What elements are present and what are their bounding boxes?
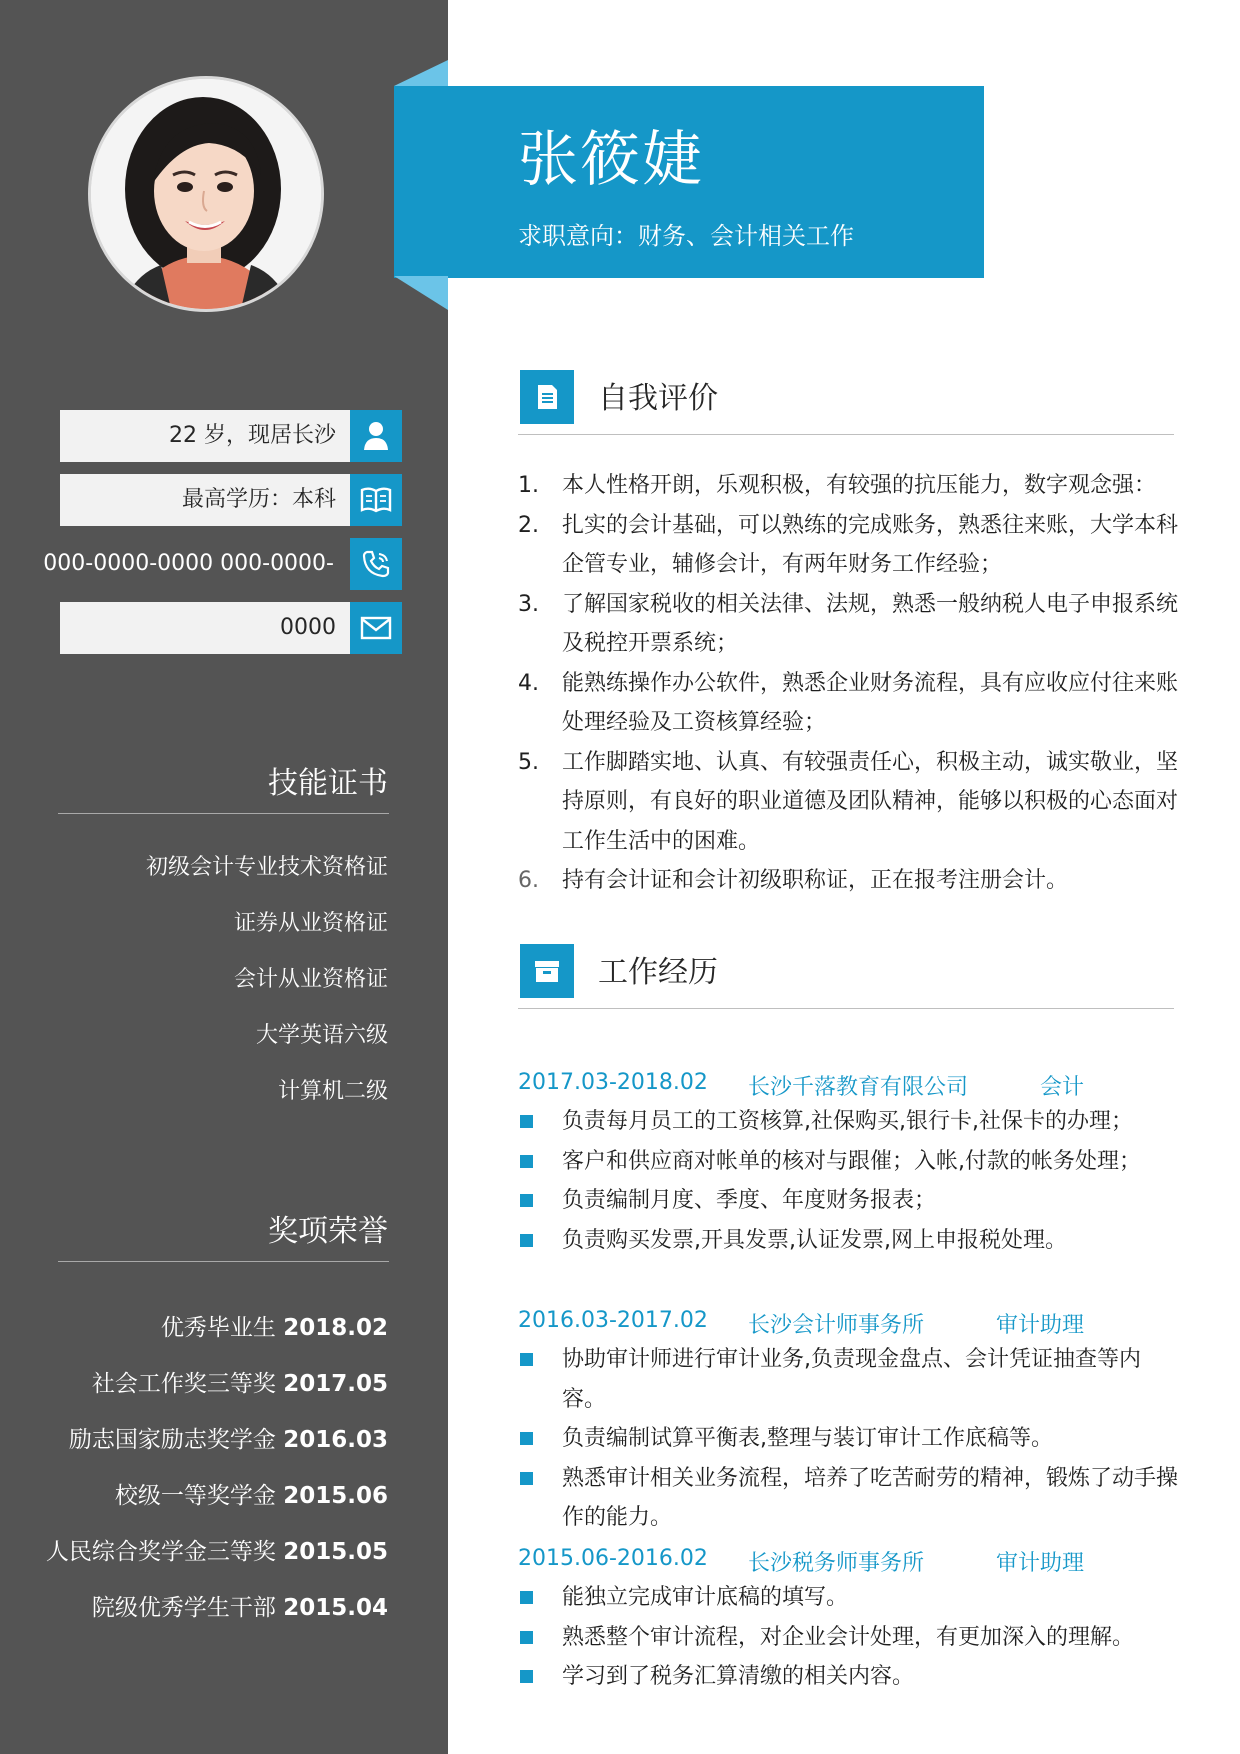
eval-number: 1. bbox=[518, 473, 539, 498]
duty-item: 熟悉审计相关业务流程，培养了吃苦耐劳的精神，锻炼了动手操作的能力。 bbox=[518, 1459, 1178, 1538]
award-item bbox=[46, 1524, 388, 1580]
award-item bbox=[46, 1300, 388, 1356]
email-row bbox=[60, 602, 402, 654]
duty-item: 熟悉整个审计流程，对企业会计处理，有更加深入的理解。 bbox=[518, 1618, 1178, 1658]
eval-text: 能熟练操作办公软件，熟悉企业财务流程，具有应收应付往来账处理经验及工资核算经验； bbox=[562, 670, 1179, 735]
book-icon bbox=[350, 474, 402, 526]
job-company: 长沙税务师事务所 bbox=[748, 1551, 925, 1576]
job-role: 会计 bbox=[1040, 1075, 1085, 1100]
job-duties bbox=[518, 1578, 1178, 1697]
eval-number: 2. bbox=[518, 512, 539, 538]
document-icon bbox=[520, 370, 574, 424]
skills-divider bbox=[58, 813, 389, 814]
skill-item: 大学英语六级 bbox=[255, 1023, 388, 1048]
award-label: 社会工作奖三等奖 bbox=[91, 1371, 276, 1397]
work-title: 工作经历 bbox=[598, 955, 718, 990]
award-label: 校级一等奖学金 bbox=[114, 1483, 276, 1509]
job-intent: 求职意向：财务、会计相关工作 bbox=[518, 222, 854, 250]
skills-heading: 技能证书 bbox=[268, 766, 388, 801]
duty-item: 学习到了税务汇算清缴的相关内容。 bbox=[518, 1657, 1178, 1697]
name-banner bbox=[394, 86, 984, 278]
awards-divider bbox=[58, 1261, 389, 1262]
eval-number: 4. bbox=[518, 670, 539, 696]
eval-item bbox=[518, 585, 1178, 664]
skills-list bbox=[146, 840, 388, 1120]
phone-text: 000-0000-0000 000-0000- bbox=[43, 551, 334, 576]
award-year: 2016.03 bbox=[283, 1427, 388, 1453]
award-year: 2015.04 bbox=[283, 1595, 388, 1621]
age-location-text: 22 岁，现居长沙 bbox=[169, 423, 336, 448]
awards-list bbox=[46, 1300, 388, 1636]
skill-item: 计算机二级 bbox=[277, 1079, 388, 1104]
job-period: 2016.03-2017.02 bbox=[518, 1308, 708, 1333]
skill-item: 会计从业资格证 bbox=[233, 967, 388, 992]
award-year: 2015.05 bbox=[283, 1539, 388, 1565]
self-eval-divider bbox=[518, 434, 1174, 435]
job-company: 长沙会计师事务所 bbox=[748, 1313, 925, 1338]
education-row bbox=[60, 474, 402, 526]
job-duties bbox=[518, 1340, 1178, 1538]
age-location-row bbox=[60, 410, 402, 462]
duty-item: 负责编制试算平衡表,整理与装订审计工作底稿等。 bbox=[518, 1419, 1178, 1459]
eval-text: 工作脚踏实地、认真、有较强责任心，积极主动，诚实敬业，坚持原则，有良好的职业道德及团队精神，能够以积极的心态面对工作生活中的困难。 bbox=[562, 749, 1179, 854]
duty-item: 负责编制月度、季度、年度财务报表； bbox=[518, 1181, 1178, 1221]
award-year: 2017.05 bbox=[283, 1371, 388, 1397]
banner-ribbon-bottom bbox=[394, 276, 448, 310]
award-item bbox=[46, 1412, 388, 1468]
job-period: 2017.03-2018.02 bbox=[518, 1070, 708, 1095]
award-label: 人民综合奖学金三等奖 bbox=[45, 1539, 276, 1565]
candidate-name: 张筱婕 bbox=[518, 125, 704, 195]
eval-item bbox=[518, 466, 1178, 506]
phone-row bbox=[43, 538, 402, 590]
award-label: 励志国家励志奖学金 bbox=[68, 1427, 276, 1453]
award-year: 2018.02 bbox=[283, 1315, 388, 1341]
duty-item: 协助审计师进行审计业务,负责现金盘点、会计凭证抽查等内容。 bbox=[518, 1340, 1178, 1419]
education-text: 最高学历：本科 bbox=[181, 487, 336, 512]
eval-item bbox=[518, 861, 1178, 901]
job-company: 长沙千落教育有限公司 bbox=[748, 1075, 969, 1100]
mail-icon bbox=[350, 602, 402, 654]
job-period: 2015.06-2016.02 bbox=[518, 1546, 708, 1571]
eval-number: 3. bbox=[518, 591, 539, 617]
job-duties bbox=[518, 1102, 1178, 1260]
award-item bbox=[46, 1468, 388, 1524]
award-label: 优秀毕业生 bbox=[160, 1315, 276, 1341]
eval-text: 持有会计证和会计初级职称证，正在报考注册会计。 bbox=[562, 868, 1069, 893]
awards-heading: 奖项荣誉 bbox=[268, 1214, 388, 1249]
work-divider bbox=[518, 1008, 1174, 1009]
eval-number: 6. bbox=[518, 868, 539, 893]
self-eval-list bbox=[518, 466, 1178, 901]
eval-item bbox=[518, 664, 1178, 743]
skill-item: 初级会计专业技术资格证 bbox=[145, 855, 388, 880]
job-role: 审计助理 bbox=[996, 1313, 1085, 1338]
duty-item: 负责购买发票,开具发票,认证发票,网上申报税处理。 bbox=[518, 1221, 1178, 1261]
duty-item: 能独立完成审计底稿的填写。 bbox=[518, 1578, 1178, 1618]
job-role: 审计助理 bbox=[996, 1551, 1085, 1576]
banner-ribbon-top bbox=[394, 60, 448, 86]
eval-text: 了解国家税收的相关法律、法规，熟悉一般纳税人电子申报系统及税控开票系统； bbox=[562, 591, 1179, 656]
briefcase-icon bbox=[520, 944, 574, 998]
award-year: 2015.06 bbox=[283, 1483, 388, 1509]
phone-icon bbox=[350, 538, 402, 590]
eval-item bbox=[518, 743, 1178, 862]
skill-item: 证券从业资格证 bbox=[233, 911, 388, 936]
duty-item: 客户和供应商对帐单的核对与跟催；入帐,付款的帐务处理； bbox=[518, 1142, 1178, 1182]
eval-text: 本人性格开朗，乐观积极，有较强的抗压能力，数字观念强： bbox=[562, 473, 1157, 498]
award-item bbox=[46, 1580, 388, 1636]
award-item bbox=[46, 1356, 388, 1412]
award-label: 院级优秀学生干部 bbox=[91, 1595, 276, 1621]
eval-text: 扎实的会计基础，可以熟练的完成账务，熟悉往来账，大学本科企管专业，辅修会计，有两年财务工作经验； bbox=[562, 512, 1179, 577]
avatar bbox=[88, 76, 324, 312]
user-icon bbox=[350, 410, 402, 462]
avatar-portrait bbox=[91, 79, 321, 309]
duty-item: 负责每月员工的工资核算,社保购买,银行卡,社保卡的办理； bbox=[518, 1102, 1178, 1142]
self-eval-title: 自我评价 bbox=[598, 381, 718, 416]
sidebar bbox=[0, 0, 448, 1754]
eval-item bbox=[518, 506, 1178, 585]
eval-number: 5. bbox=[518, 749, 539, 775]
email-text: 0000 bbox=[280, 615, 336, 640]
